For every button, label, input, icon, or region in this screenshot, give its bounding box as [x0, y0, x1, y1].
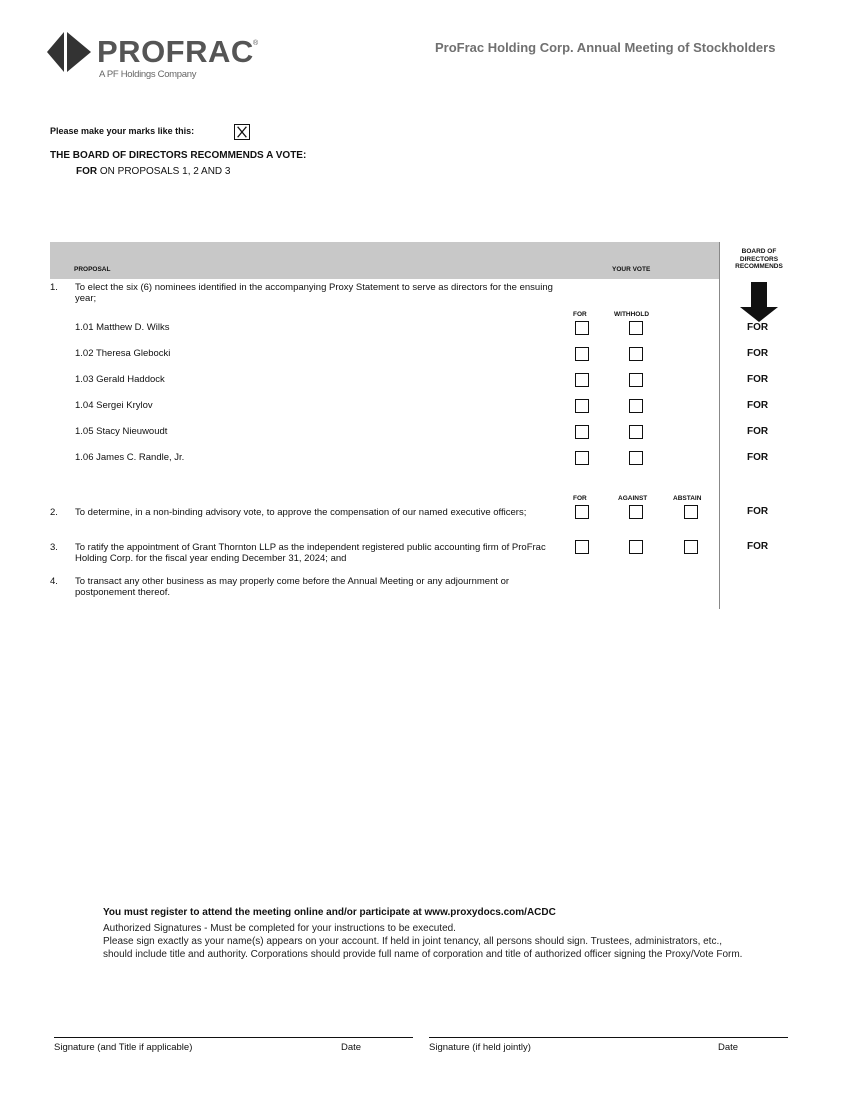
nominee-5-withhold-checkbox[interactable]	[629, 425, 643, 439]
board-recommends-column-header: BOARD OF DIRECTORS RECOMMENDS	[735, 248, 783, 270]
proposal-column-header: PROPOSAL	[74, 266, 111, 273]
proposal-3-recommendation: FOR	[747, 541, 769, 552]
registration-notice: You must register to attend the meeting online and/or participate at www.proxydocs.com/ACDC	[103, 907, 556, 918]
logo-registered-mark: ®	[253, 40, 259, 47]
proposal-3-for-checkbox[interactable]	[575, 540, 589, 554]
proposal-3-abstain-checkbox[interactable]	[684, 540, 698, 554]
proposal-1-text: To elect the six (6) nominees identified in the accompanying Proxy Statement to serve as directors for the ensuing year;	[75, 282, 553, 304]
nominee-2-for-checkbox[interactable]	[575, 347, 589, 361]
proposal-2-against-checkbox[interactable]	[629, 505, 643, 519]
proposal-1-number: 1.	[50, 282, 58, 293]
nominee-name: 1.02 Theresa Glebocki	[75, 348, 171, 359]
nominee-3-for-checkbox[interactable]	[575, 373, 589, 387]
nominee-6-withhold-checkbox[interactable]	[629, 451, 643, 465]
board-recommendation-heading: THE BOARD OF DIRECTORS RECOMMENDS A VOTE:	[50, 150, 307, 161]
signature-label-2: Signature (if held jointly)	[429, 1042, 531, 1053]
table-header-band	[50, 242, 719, 279]
board-recommendation-detail: FOR ON PROPOSALS 1, 2 AND 3	[76, 166, 231, 177]
nominee-3-withhold-checkbox[interactable]	[629, 373, 643, 387]
proposal-3-number: 3.	[50, 542, 58, 553]
nominee-5-for-checkbox[interactable]	[575, 425, 589, 439]
nominee-name: 1.01 Matthew D. Wilks	[75, 322, 170, 333]
withhold-column-label: WITHHOLD	[614, 311, 650, 318]
signature-instructions: Authorized Signatures - Must be completed for your instructions to be executed. Please sign exactly as your name(s) appears on your account. If held in joint tenancy, all persons should sign. Trustees, administrators, etc., should include title and authority. Corporations should provide full name of corporation and title of authorized officer signing the Proxy/Vote Form.	[103, 923, 743, 960]
nominee-1-recommendation: FOR	[747, 322, 769, 333]
proposal-4-number: 4.	[50, 576, 58, 587]
nominee-name: 1.05 Stacy Nieuwoudt	[75, 426, 168, 437]
against-column-label: AGAINST	[618, 495, 648, 502]
proposal-3-against-checkbox[interactable]	[629, 540, 643, 554]
nominee-4-for-checkbox[interactable]	[575, 399, 589, 413]
logo-subtitle: A PF Holdings Company	[99, 69, 197, 80]
nominee-1-for-checkbox[interactable]	[575, 321, 589, 335]
proposal-3-text: To ratify the appointment of Grant Thornton LLP as the independent registered public accounting firm of ProFrac Holding Corp. for the fiscal year ending December 31, 2024; and	[75, 542, 546, 564]
nominee-6-for-checkbox[interactable]	[575, 451, 589, 465]
proposal-2-for-checkbox[interactable]	[575, 505, 589, 519]
nominee-name: 1.03 Gerald Haddock	[75, 374, 165, 385]
nominee-3-recommendation: FOR	[747, 374, 769, 385]
nominee-2-withhold-checkbox[interactable]	[629, 347, 643, 361]
your-vote-column-header: YOUR VOTE	[612, 266, 651, 273]
nominee-5-recommendation: FOR	[747, 426, 769, 437]
nominee-6-recommendation: FOR	[747, 452, 769, 463]
mark-instruction: Please make your marks like this:	[50, 126, 195, 136]
nominee-1-withhold-checkbox[interactable]	[629, 321, 643, 335]
for-column-label: FOR	[573, 311, 587, 318]
date-label-1: Date	[341, 1042, 362, 1053]
proposal-2-number: 2.	[50, 507, 58, 518]
proposal-2-text: To determine, in a non-binding advisory vote, to approve the compensation of our named executive officers;	[75, 507, 527, 518]
nominee-4-recommendation: FOR	[747, 400, 769, 411]
profrac-logo-diamond-icon	[47, 30, 91, 74]
nominee-2-recommendation: FOR	[747, 348, 769, 359]
proposal-2-abstain-checkbox[interactable]	[684, 505, 698, 519]
nominee-4-withhold-checkbox[interactable]	[629, 399, 643, 413]
page-title: ProFrac Holding Corp. Annual Meeting of Stockholders	[435, 40, 776, 55]
down-arrow-icon	[738, 282, 780, 322]
sample-mark-icon	[234, 124, 250, 140]
date-label-2: Date	[718, 1042, 739, 1053]
proposal-4-text: To transact any other business as may properly come before the Annual Meeting or any adjournment or postponement thereof.	[75, 576, 510, 598]
nominee-name: 1.04 Sergei Krylov	[75, 400, 153, 411]
proposal-2-recommendation: FOR	[747, 506, 769, 517]
nominee-name: 1.06 James C. Randle, Jr.	[75, 452, 185, 463]
signature-line-2[interactable]	[429, 1037, 788, 1038]
signature-label-1: Signature (and Title if applicable)	[54, 1042, 193, 1053]
abstain-column-label: ABSTAIN	[673, 495, 702, 502]
for-column-label: FOR	[573, 495, 587, 502]
logo-wordmark: PROFRAC	[97, 34, 254, 69]
column-divider	[719, 242, 720, 609]
signature-line-1[interactable]	[54, 1037, 413, 1038]
